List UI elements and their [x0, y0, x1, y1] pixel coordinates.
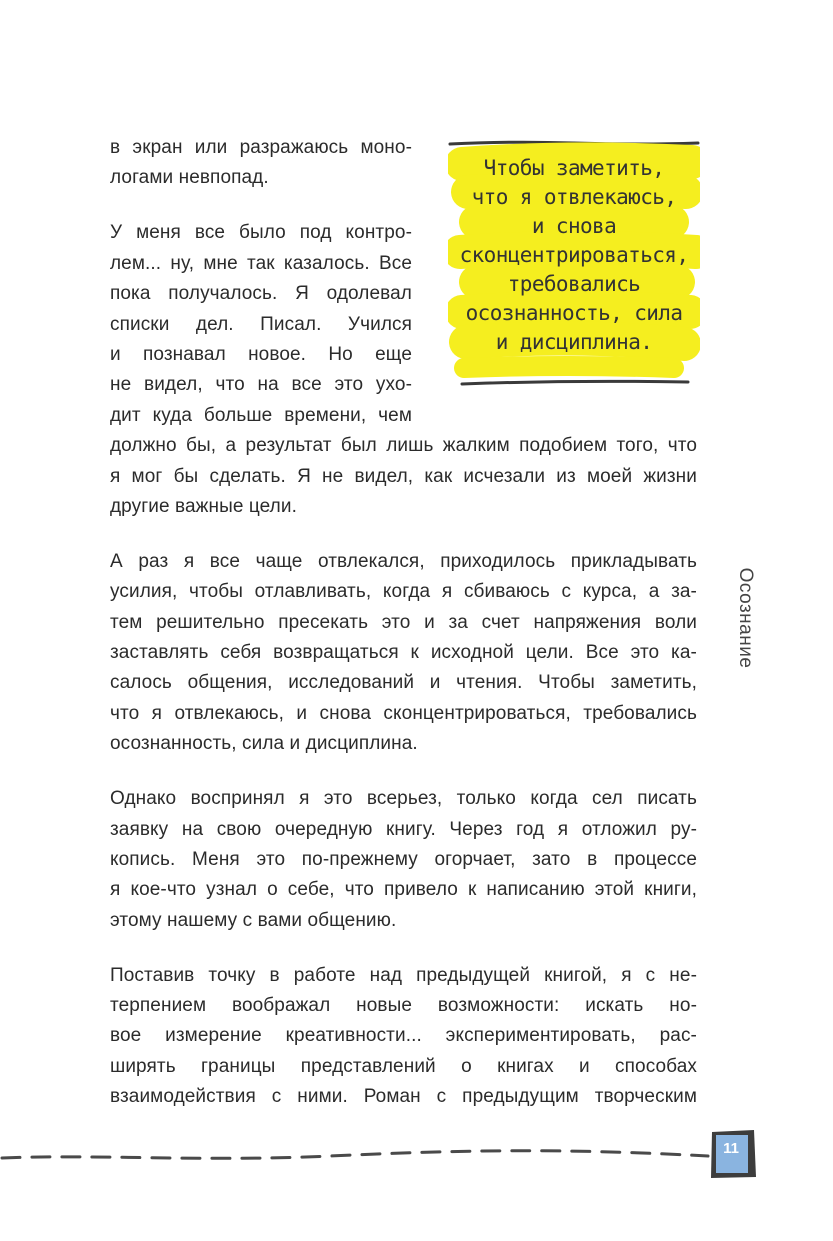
text-line: тем решительно пресекать это и за счет напряжения воли: [110, 611, 697, 633]
text-line: списки дел. Писал. Учился: [110, 313, 412, 335]
text-line: что я отвлекаюсь, и снова сконцентрироваться, требовались: [110, 702, 697, 724]
text-line: лем... ну, мне так казалось. Все: [110, 252, 412, 274]
text-line: У меня все было под контро-: [110, 222, 412, 244]
quote-line: и дисциплина.: [495, 330, 653, 354]
text-line: заявку на свою очередную книгу. Через год я отложил ру-: [110, 818, 697, 840]
quote-line: Чтобы заметить,: [483, 156, 665, 180]
text-line: логами невпопад.: [110, 167, 269, 189]
text-line: взаимодействия с ними. Роман с предыдущим творческим: [110, 1086, 697, 1108]
quote-line: требовались: [507, 272, 641, 296]
text-line: ширять границы представлений о книгах и способах: [110, 1055, 697, 1077]
text-line: заставлять себя возвращаться к исходной цели. Все это ка-: [110, 642, 697, 663]
text-line: салось общения, исследований и чтения. Чтобы заметить,: [110, 672, 697, 694]
text-line: терпением воображал новые возможности: искать но-: [110, 995, 697, 1016]
text-line: не видел, что на все это ухо-: [110, 374, 412, 396]
text-line: другие важные цели.: [110, 495, 297, 517]
text-line: этому нашему с вами общению.: [110, 909, 397, 931]
footer-dashed-line: [0, 1138, 712, 1174]
text-line: Однако воспринял я это всерьез, только когда сел писать: [110, 788, 697, 810]
pull-quote: [448, 140, 700, 388]
text-line: осознанность, сила и дисциплина.: [110, 733, 418, 755]
text-line: усилия, чтобы отлавливать, когда я сбиваюсь с курса, а за-: [110, 581, 697, 603]
quote-line: что я отвлекаюсь,: [471, 185, 677, 209]
quote-line: и снова: [531, 214, 617, 238]
page-number: 11: [723, 1140, 739, 1157]
text-line: Поставив точку в работе над предыдущей книгой, я с не-: [110, 964, 697, 986]
text-line: пока получалось. Я одолевал: [110, 283, 412, 305]
text-line: дит куда больше времени, чем: [110, 404, 412, 426]
text-line: я мог бы сделать. Я не видел, как исчезали из моей жизни: [110, 465, 697, 487]
quote-line: осознанность, сила: [465, 301, 683, 325]
text-line: должно бы, а результат был лишь жалким подобием того, что: [110, 435, 697, 457]
text-line: копись. Меня это по-прежнему огорчает, зато в процессе: [110, 848, 697, 870]
text-line: А раз я все чаще отвлекался, приходилось прикладывать: [110, 550, 697, 572]
text-line: я кое-что узнал о себе, что привело к написанию этой книги,: [110, 879, 697, 901]
text-line: в экран или разражаюсь моно-: [110, 137, 412, 158]
quote-line: сконцентрироваться,: [459, 243, 689, 267]
page-number-badge: [709, 1128, 757, 1180]
text-line: вое измерение креативности... экспериментировать, рас-: [110, 1025, 697, 1047]
chapter-side-label: Осознание: [735, 567, 756, 669]
text-line: и познавал новое. Но еще: [110, 343, 412, 365]
